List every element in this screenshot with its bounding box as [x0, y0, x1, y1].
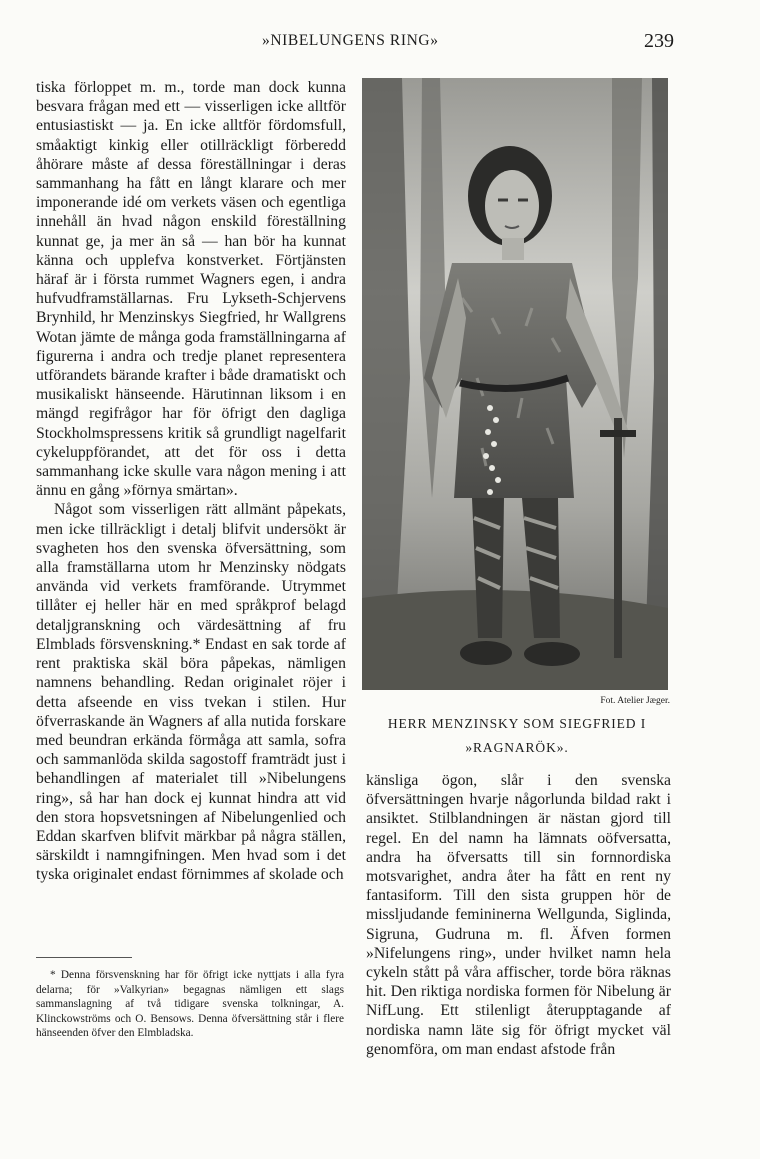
page-header: [0, 30, 760, 56]
body-paragraph: känsliga ögon, slår i den svenska öfversättningen hvarje någorlunda bildad rakt i ansiktet. Stilblandningen är nästan gjord till regel. En del namn ha lämnats oöfversatta, andra ha öfversatts till sin fornnordiska motsvarighet, andra åter ha fått en rent ny fantasiform. Till den sista gruppen hör de missljudande femininerna Wellgunda, Siglinda, Sigruna, Gudruna m. fl. Äfven formen »Nifelungens ring», under hvilket namn hela cykeln stått på våra affischer, torde böra räknas hit. Den riktiga nordiska formen för Nibelung är NifLung. Ett stilenligt återupptagande af nordiska namn läte sig för öfrigt mycket väl genomföra, om man endast afstode från: [366, 772, 671, 1058]
portrait-photo: [362, 78, 668, 690]
caption-line: HERR MENZINSKY SOM SIEGFRIED I: [387, 716, 647, 731]
footnote-divider: [36, 957, 132, 958]
left-column: [36, 78, 346, 885]
page-number: 239: [644, 30, 674, 52]
body-paragraph: Något som visserligen rätt allmänt påpekats, men icke tillräckligt i detalj blifvit undersökt är svagheten hos den svenska öfversättning, som alla framställarna utom hr Menzinsky nödgats använda vid verkets framförande. Utrymmet tillåter ej heller här en med språkprof belagd detaljgranskning och värdesättning af fru Elmblads försvenskning.* Endast en sak torde af rent praktiska skäl böra påpekas, nämligen namnens behandling. Redan originalet röjer i detta afseende en viss tvekan i stilen. Hur öfverraskande än Wagners af alla nutida forskare med beundran erkända förmåga att samla, sofra och sammanlöda skilda sagostoff framträdt just i behandlingen af materialet till »Nibelungens ring», så har han dock ej kunnat hindra att vid den stora hopsvetsningen af Nibelungenlied och Eddan skarfven blifvit märkbar på några ställen, särskildt i namngifningen. Men hvad som i det tyska originalet endast förnimmes af skolade och: [36, 501, 346, 884]
right-column: [366, 771, 671, 1059]
footnote-text: * Denna försvenskning har för öfrigt icke nyttjats i alla fyra delarna; för »Valkyrian» begagnas nämligen ett slags sammanslagning af två tidigare svenska tolkningar, A. Klinckowströms och O. Bensows. Denna öfversättning står i flere hänseenden öfver den Elmbladska.: [36, 969, 344, 1040]
siegfried-figure-illustration: [362, 78, 668, 690]
photo-credit: Fot. Atelier Jæger.: [600, 696, 670, 706]
running-title: »NIBELUNGENS RING»: [262, 32, 439, 49]
body-paragraph: tiska förloppet m. m., torde man dock kunna besvara frågan med ett — visserligen icke alltför entusiastiskt — ja. En icke alltför fördomsfull, småaktigt kinkig eller otillräckligt förberedd åhörare måste af dessa föreställningar i deras sammanhang ha fått en långt klarare och mer imponerande idé om verkets väsen och egentliga innehåll än hvad någon enskild föreställning kunnat ge, ja mer än så — han bör ha kunnat känna och upplefva konstverket. Förtjänsten häraf är i första rummet Wagners egen, i andra hufvudframställarnas. Fru Lykseth-Schjervens Brynhild, hr Menzinskys Siegfried, hr Wallgrens Wotan jämte de många goda framställningarna af figurerna i andra och tredje planet representera utförandets bärande krafter i både dramatiskt och musikaliskt hänseende. Härutinnan liksom i en mängd regifrågor har för öfrigt den dagliga Stockholmspressens kritik så grundligt nagelfarit cykeluppförandet, att det för oss i detta sammanhang icke skulle vara någon mening i att ännu en gång »förnya smärtan».: [36, 79, 346, 500]
footnote: [36, 968, 344, 1041]
caption-line: »RAGNARÖK».: [465, 740, 569, 755]
photo-caption: [362, 712, 672, 760]
